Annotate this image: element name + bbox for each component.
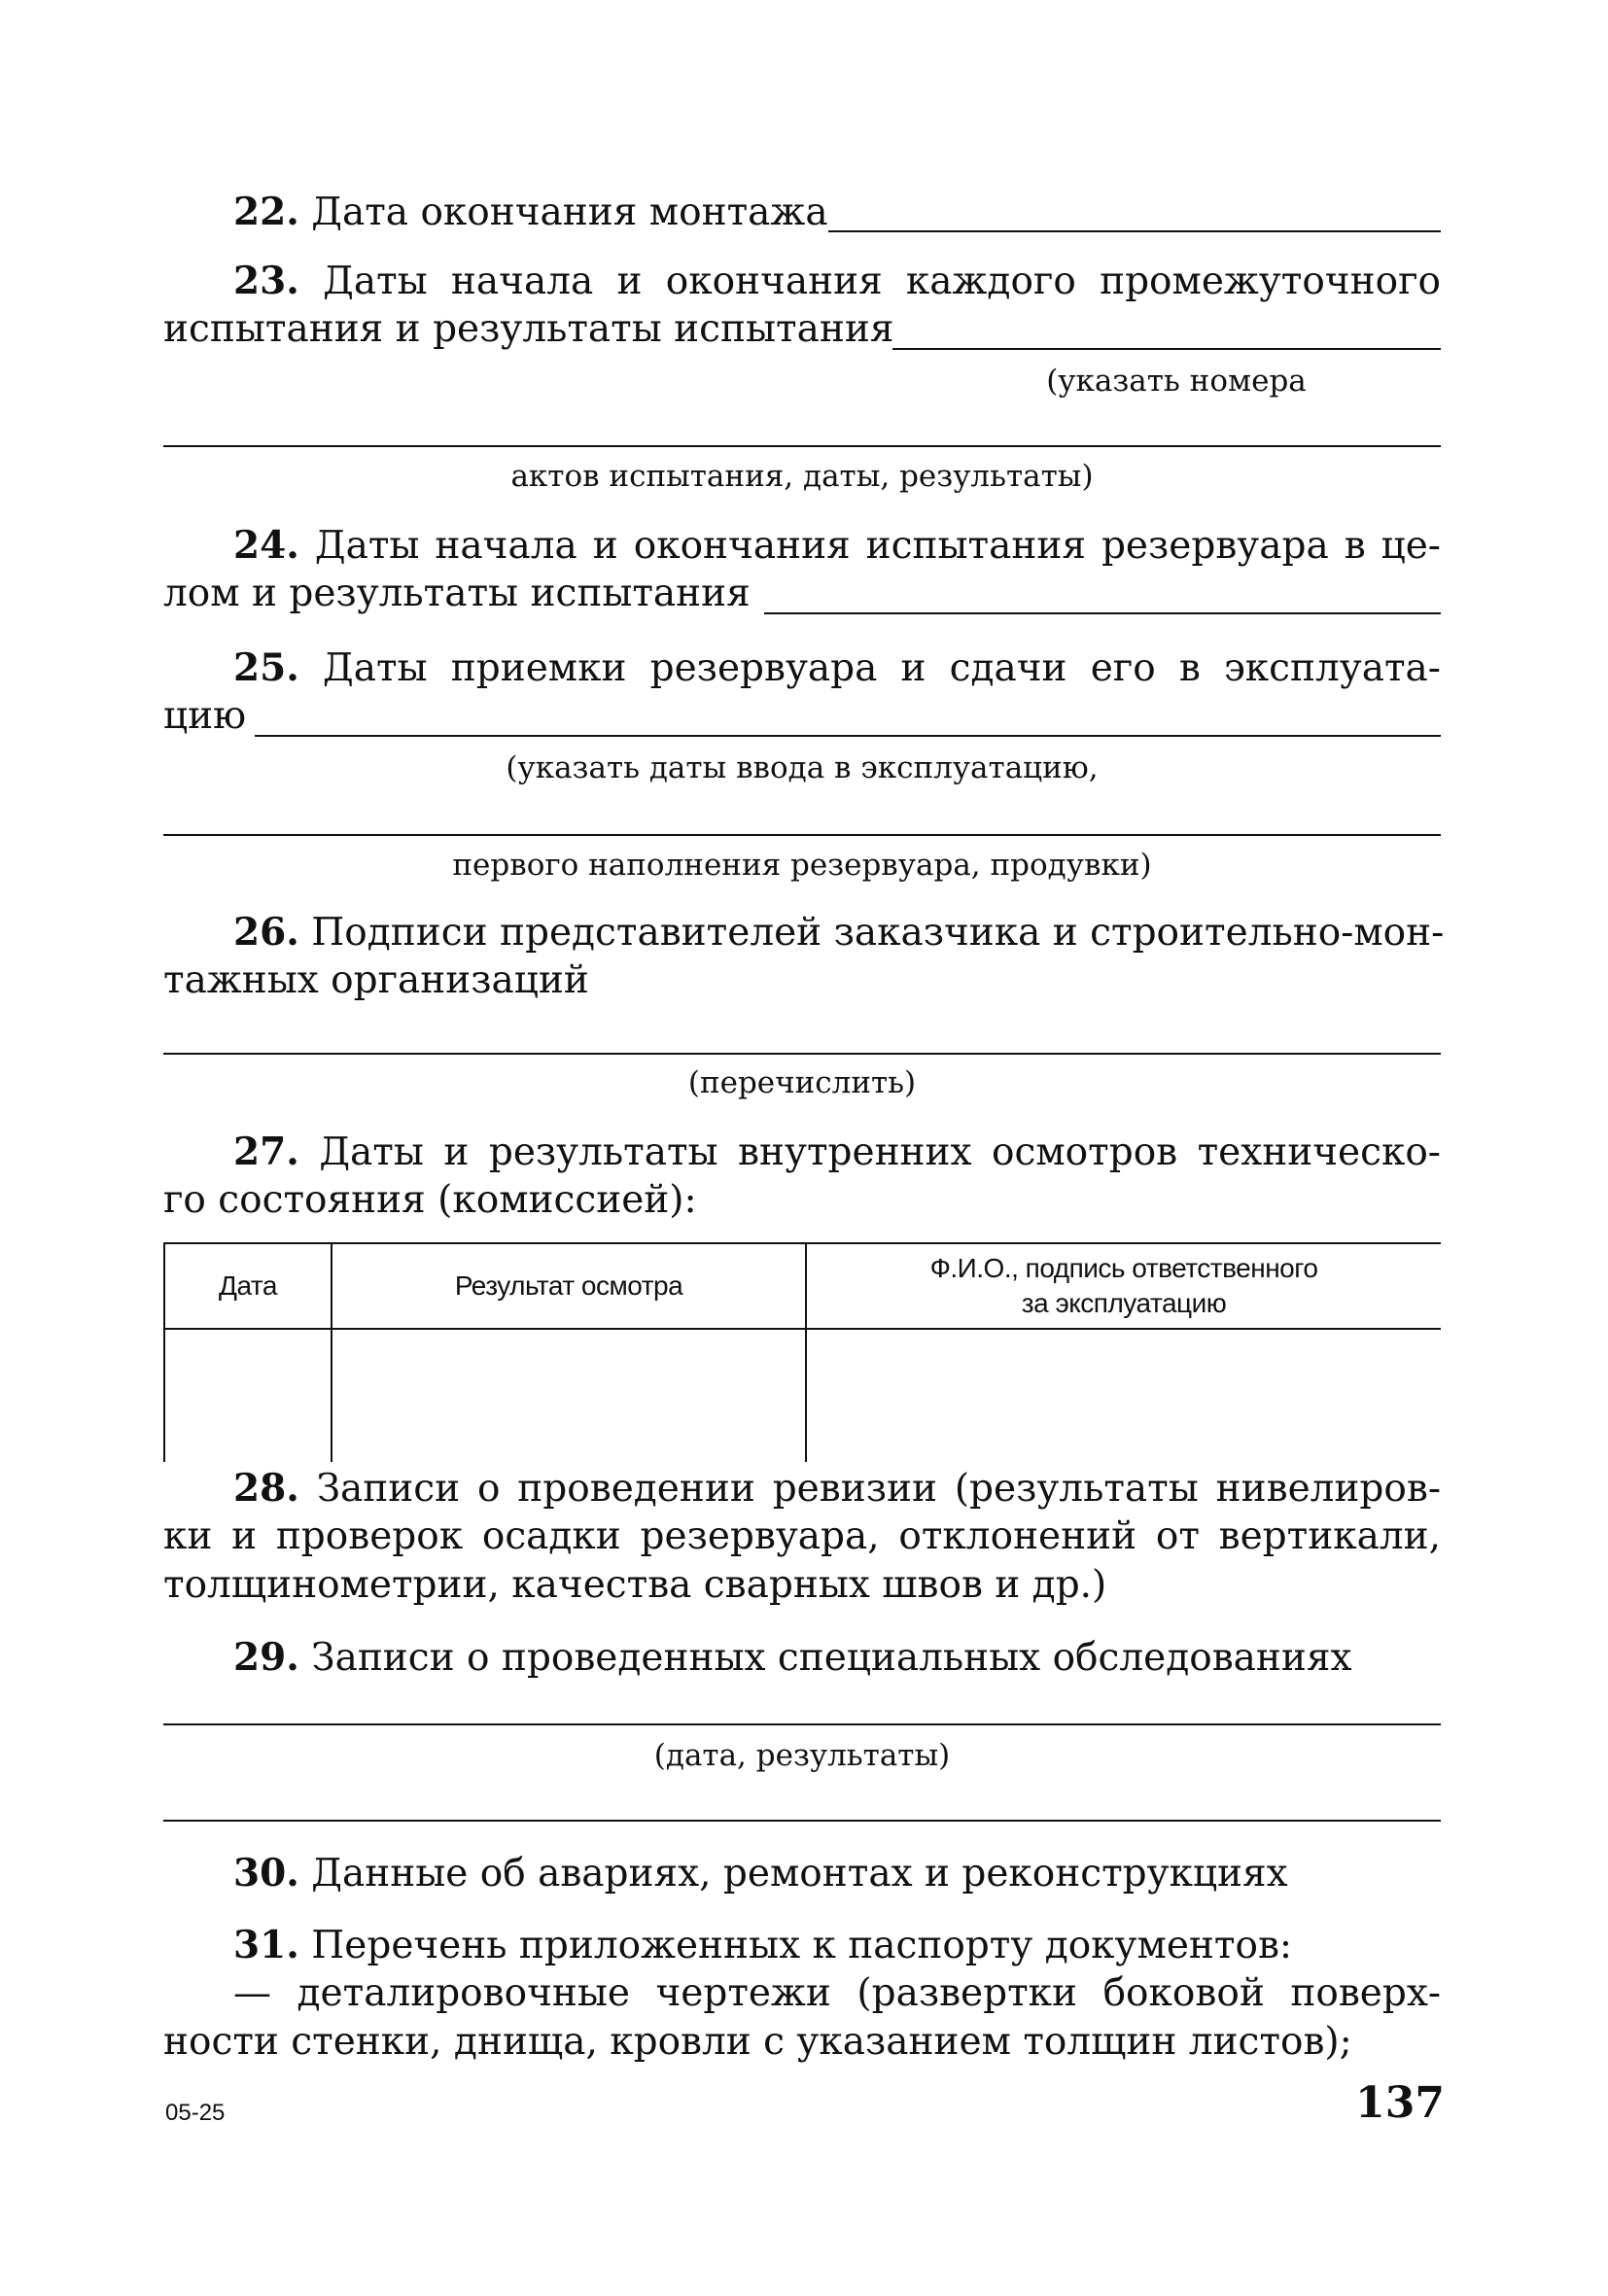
item-number: 25. [233,645,299,690]
item-text: Записи о проведенных специальных обследованиях [311,1636,1352,1680]
caption: (перечислить) [687,1065,917,1100]
fill-line [163,1723,1441,1725]
item-number: 29. [233,1635,299,1680]
item-number: 23. [233,259,299,303]
col-header-result: Результат осмотра [332,1243,806,1329]
fill-line [163,834,1441,836]
footer-code: 05-25 [165,2100,226,2126]
table-cell [806,1329,1441,1462]
item-25-line1 [233,644,1441,693]
item-27-line2: го состояния (комиссией): [163,1178,697,1222]
item-number: 24. [233,523,299,568]
item-31-line1 [233,1921,1292,1970]
item-31-line2: — деталировочные чертежи (развертки боковой поверх- [233,1971,1441,2015]
col-header-responsible [806,1243,1441,1329]
caption: (указать даты ввода в эксплуатацию, [506,750,1099,785]
item-text: Даты начала и окончания испытания резервуара в це- [314,524,1441,568]
fill-line [892,348,1441,350]
item-24-line2: лом и результаты испытания [163,572,751,615]
item-text: Данные об авариях, ремонтах и реконструкциях [311,1852,1288,1896]
item-23-line2: испытания и результаты испытания [163,307,894,351]
item-number: 31. [233,1923,299,1967]
item-30-line1 [233,1849,1288,1898]
page-number: 137 [1355,2078,1445,2128]
col-header-responsible-line1: Ф.И.О., подпись ответственного [929,1253,1318,1283]
item-number: 27. [233,1130,299,1174]
item-text: Перечень приложенных к паспорту документов: [311,1924,1293,1967]
item-text: Даты приемки резервуара и сдачи его в эксплуата- [323,646,1441,690]
item-text: Даты и результаты внутренних осмотров техническо- [319,1131,1441,1174]
table-cell [332,1329,806,1462]
item-27-line1 [233,1128,1441,1177]
fill-line [764,612,1441,614]
item-28-line2: ки и проверок осадки резервуара, отклонений от вертикали, [163,1514,1441,1558]
item-25-line2: цию [163,694,247,738]
fill-line [163,1820,1441,1822]
item-22 [233,188,828,237]
fill-line [163,445,1441,447]
item-31-line3: ности стенки, днища, кровли с указанием толщин листов); [163,2020,1352,2064]
item-number: 28. [233,1466,299,1511]
item-23-line1 [233,257,1441,306]
fill-line [163,1053,1441,1055]
caption: (указать номера [1046,364,1307,399]
item-text: Подписи представителей заказчика и строительно-мон- [311,911,1445,955]
fill-line [828,230,1441,232]
table-header-row [164,1243,1441,1329]
inspection-table [163,1242,1441,1462]
table-row [164,1329,1441,1462]
item-text: Записи о проведении ревизии (результаты нивелиров- [316,1467,1441,1511]
item-number: 22. [233,190,299,234]
table-cell [164,1329,332,1462]
item-26-line2: тажных организаций [163,958,589,1002]
caption: первого наполнения резервуара, продувки) [452,848,1152,883]
item-24-line1 [233,521,1441,571]
item-number: 30. [233,1851,299,1896]
caption: актов испытания, даты, результаты) [510,459,1094,494]
item-28-line3: толщинометрии, качества сварных швов и др.) [163,1563,1107,1607]
item-28-line1 [233,1464,1441,1513]
caption: (дата, результаты) [653,1738,951,1773]
item-26-line1 [233,908,1445,957]
fill-line [255,735,1441,737]
item-29-line1 [233,1633,1352,1683]
col-header-responsible-line2: за эксплуатацию [1021,1288,1227,1318]
col-header-date: Дата [164,1243,332,1329]
item-text: Даты начала и окончания каждого промежуточного [323,260,1441,303]
item-text: Дата окончания монтажа [311,191,828,234]
item-number: 26. [233,910,299,955]
